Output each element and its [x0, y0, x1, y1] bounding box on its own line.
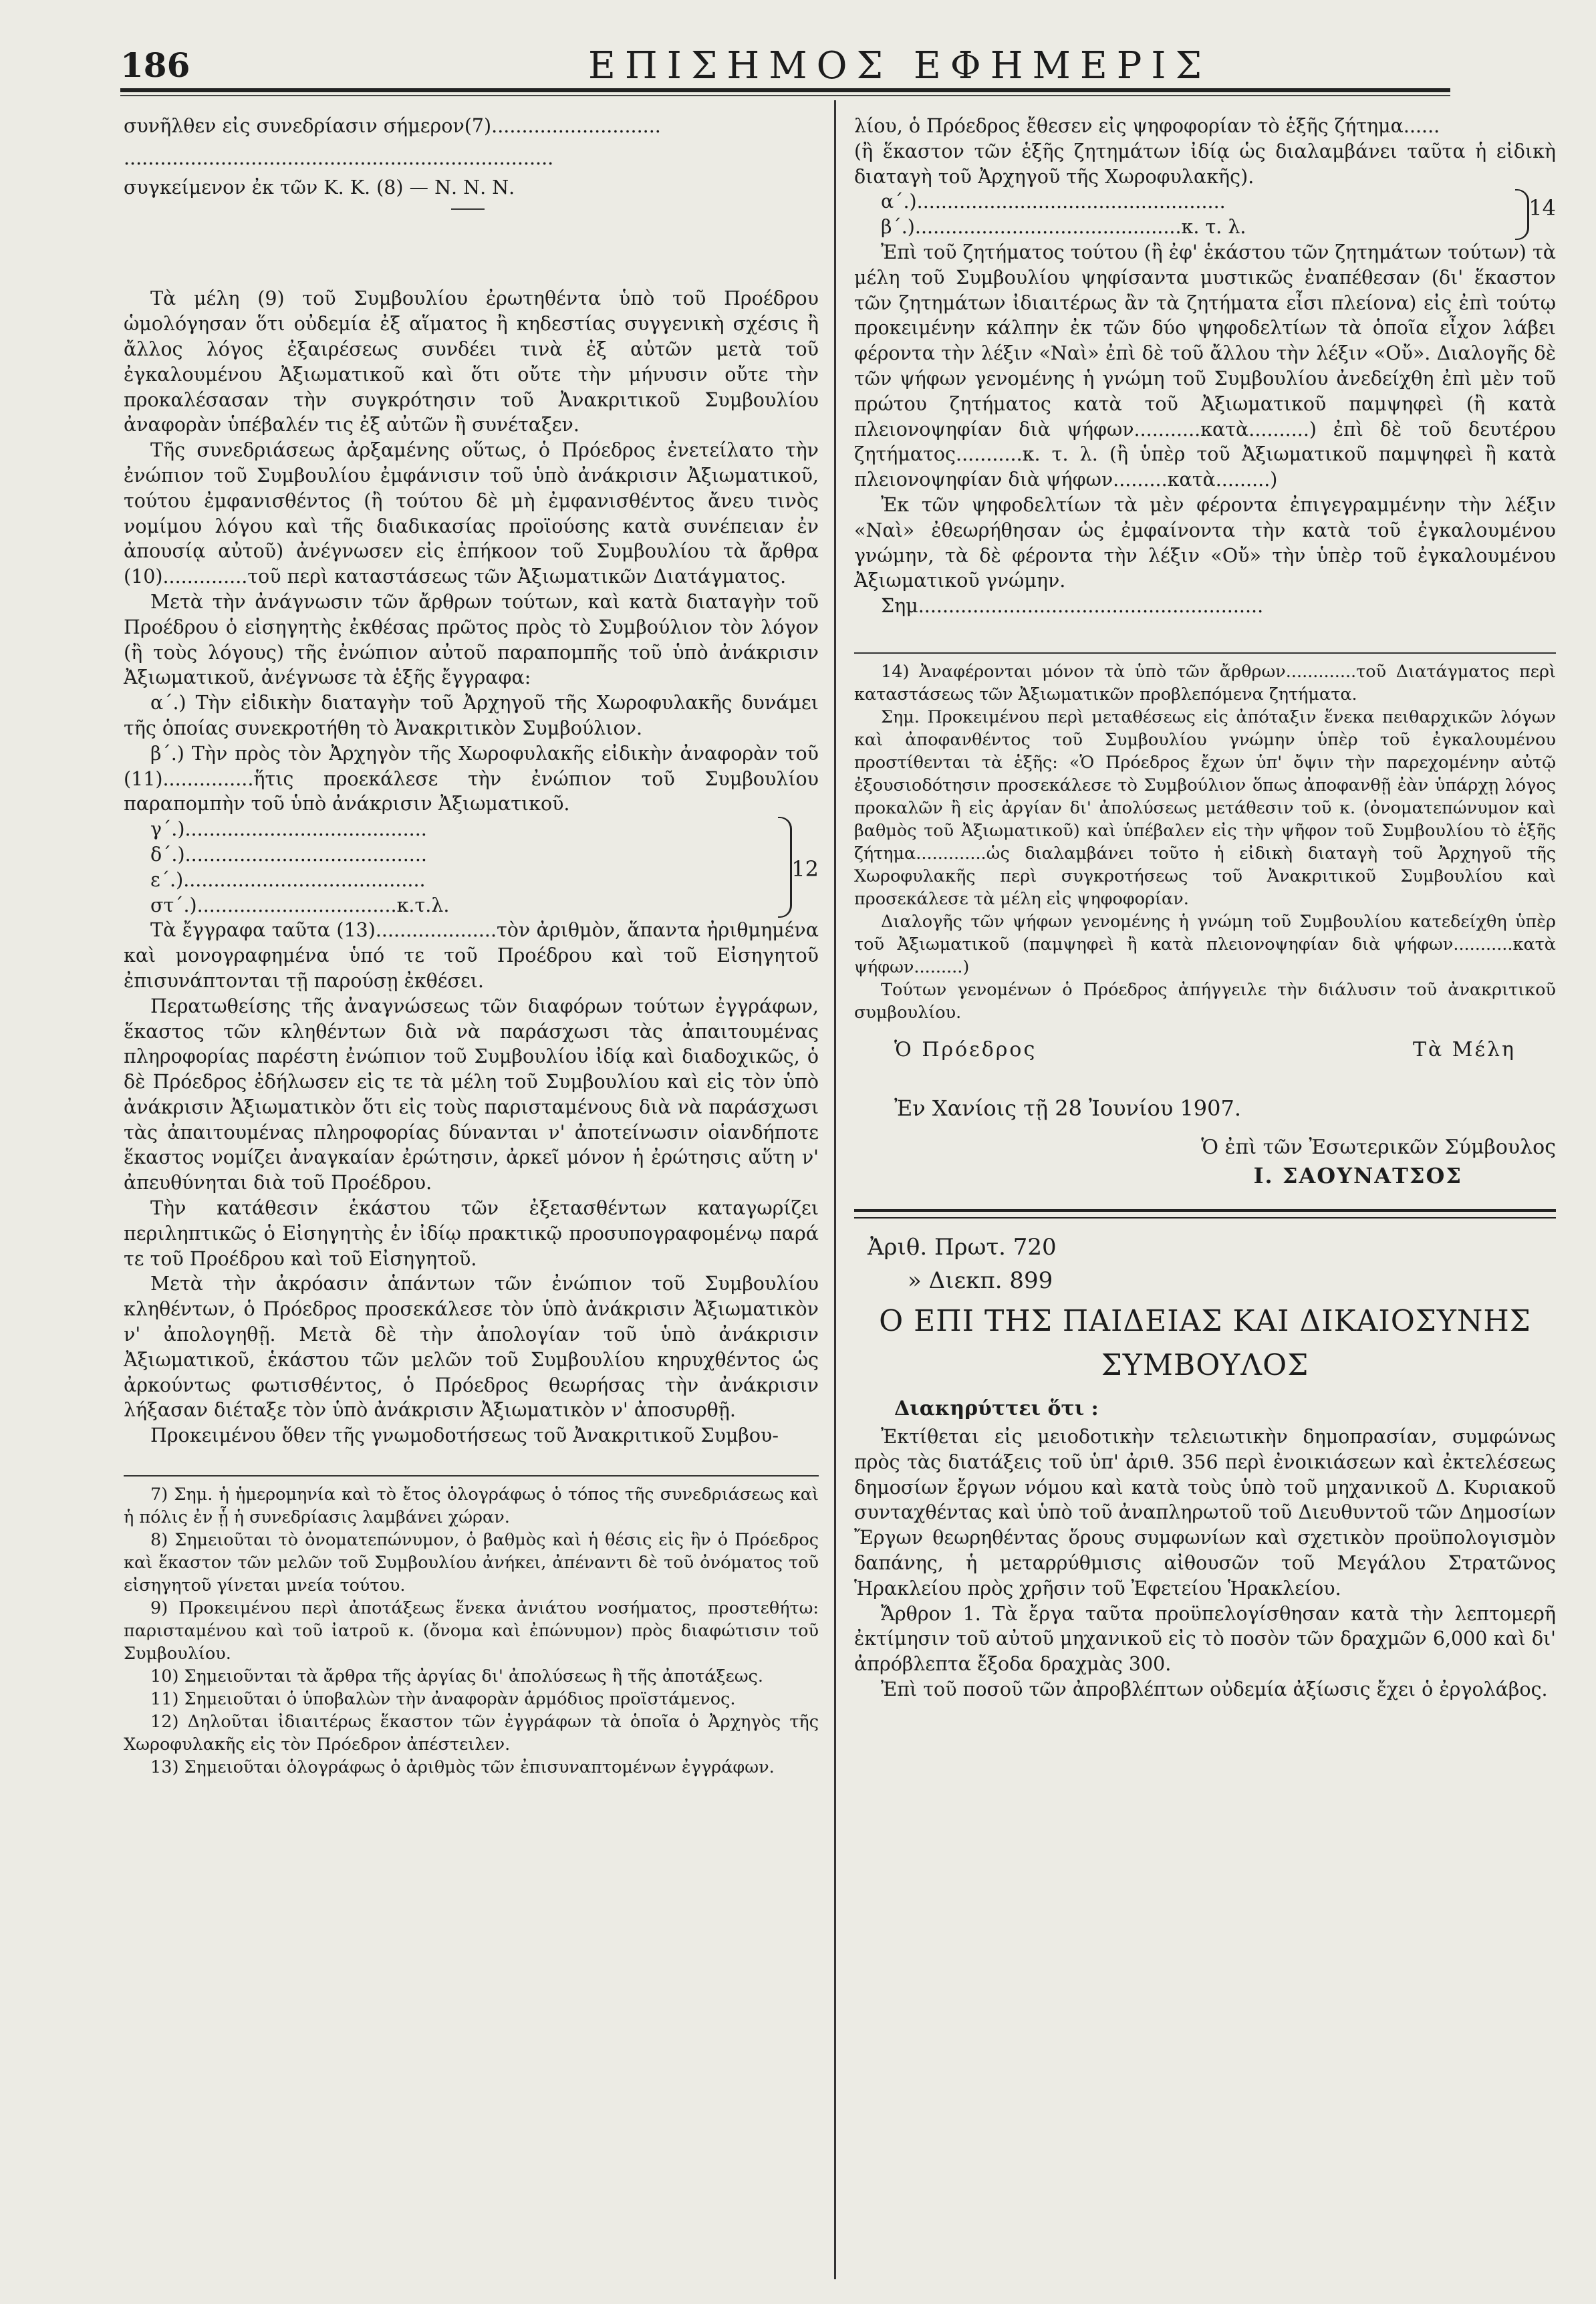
page-number: 186	[120, 45, 190, 85]
official-name: Ι. ΣΑΟΥΝΑΤΣΟΣ	[1253, 1163, 1462, 1189]
signature-row	[894, 1037, 1516, 1063]
footnote: 10) Σημειοῦνται τὰ ἄρθρα τῆς ἀργίας δι' ἀπολύσεως ἢ τῆς ἀποτάξεως.	[150, 1666, 764, 1687]
footnote-rule	[854, 652, 1556, 654]
left-line-1: συνῆλθεν εἰς συνεδρίασιν σήμερον(7)............................	[124, 115, 661, 137]
footnote-ref: 12	[791, 856, 819, 882]
footnote: 7) Σημ. ἡ ἡμερομηνία καὶ τὸ ἔτος ὁλογράφως ὁ τόπος τῆς συνεδριάσεως καὶ ἡ πόλις ἐν ᾗ ἡ συνεδρίασις λαμβάνει χώραν.	[124, 1485, 819, 1528]
header-rule	[120, 88, 1450, 92]
paragraph: Τὰ ἔγγραφα ταῦτα (13)....................τὸν ἀριθμὸν, ἅπαντα ἠριθμημένα καὶ μονογραφημένα ὑπό τε τοῦ Προέδρου καὶ τοῦ Εἰσηγητοῦ ἐπισυνάπτονται τῇ παρούσῃ ἐκθέσει.	[124, 919, 819, 992]
signature-president: Ὁ Πρόεδρος	[894, 1037, 1037, 1061]
paragraph: Τὰ μέλη (9) τοῦ Συμβουλίου ἐρωτηθέντα ὑπὸ τοῦ Προέδρου ὡμολόγησαν ὅτι οὐδεμία ἐξ αἵματος ἢ κηδεστίας συγγενικὴ σχέσις ἢ ἄλλος λόγος ἐξαιρέσεως συνδέει τινὰ ἐξ αὐτῶν μετὰ τοῦ ἐγκαλουμένου Ἀξιωματικοῦ καὶ ὅτι οὔτε τὴν μήνυσιν οὔτε τὴν προκαλέσασαν τὴν συγκρότησιν τοῦ Ἀνακριτικοῦ Συμβουλίου ἀναφορὰν ὑπέβαλέν τις ἐξ αὐτῶν ἢ συνέταξεν.	[124, 287, 819, 436]
footnote: 14) Ἀναφέρονται μόνον τὰ ὑπὸ τῶν ἄρθρων.............τοῦ Διατάγματος περὶ καταστάσεως τῶν Ἀξιωματικῶν προβλεπόμενα ζητήματα.	[854, 661, 1556, 705]
header-rule-thin	[120, 95, 1450, 96]
footnote: 13) Σημειοῦται ὁλογράφως ὁ ἀριθμὸς τῶν ἐπισυναπτομένων ἐγγράφων.	[150, 1757, 775, 1778]
footnote-ref: 14	[1528, 195, 1556, 221]
footnotes	[124, 1483, 819, 1779]
section-rule	[854, 1209, 1556, 1212]
paragraph: Τῆς συνεδριάσεως ἀρξαμένης οὕτως, ὁ Πρόεδρος ἐνετείλατο τὴν ἐνώπιον τοῦ Συμβουλίου ἐμφάνισιν τοῦ ὑπὸ ἀνάκρισιν Ἀξιωματικοῦ, τούτου ἐμφανισθέντος (ἢ τούτου δὲ μὴ ἐμφανισθέντος ἄνευ τινὸς νομίμου λόγου καὶ τῆς διαδικασίας προϊούσης κατὰ συνέπειαν ἐν ἀπουσίᾳ αὐτοῦ) ἀνέγνωσεν εἰς ἐπήκοον τοῦ Συμβουλίου τὰ ἄρθρα (10)..............τοῦ περὶ καταστάσεως τῶν Ἀξιωματικῶν Διατάγματος.	[124, 439, 819, 588]
protocol-number: Ἀριθ. Πρωτ. 720	[868, 1234, 1057, 1261]
question-list	[854, 189, 1556, 240]
footnote: 11) Σημειοῦται ὁ ὑποβαλὼν τὴν ἀναφορὰν ἁρμόδιος προϊστάμενος.	[150, 1689, 736, 1710]
footnote: Διαλογῆς τῶν ψήφων γενομένης ἡ γνώμη τοῦ Συμβουλίου κατεδείχθη ὑπὲρ τοῦ Ἀξιωματικοῦ (παμψηφεὶ ἢ κατὰ πλειονοψηφίαν διὰ ψήφων...........κατὰ ψήφων.........)	[854, 911, 1556, 977]
official-title: Ὁ ἐπὶ τῶν Ἐσωτερικῶν Σύμβουλος	[1201, 1135, 1556, 1159]
document-list	[124, 817, 819, 918]
date-line: Ἐν Χανίοις τῇ 28 Ἰουνίου 1907.	[894, 1095, 1242, 1121]
list-item: ε΄.)........................................	[150, 868, 426, 891]
paragraph: Ἐπὶ τοῦ ποσοῦ τῶν ἀπροβλέπτων οὐδεμία ἀξίωσις ἔχει ὁ ἐργολάβος.	[881, 1678, 1548, 1700]
list-item: στ΄.).................................κ.τ.λ.	[150, 894, 450, 916]
separator-mark	[451, 208, 485, 211]
announcement-heading-2: ΣΥΜΒΟΥΛΟΣ	[1101, 1348, 1309, 1383]
footnotes	[854, 660, 1556, 1024]
left-line-3: συγκείμενον ἐκ τῶν Κ. Κ. (8) — Ν. Ν. Ν.	[124, 176, 515, 199]
paragraph: λίου, ὁ Πρόεδρος ἔθεσεν εἰς ψηφοφορίαν τὸ ἑξῆς ζήτημα......	[854, 115, 1440, 137]
paragraph: Ἄρθρον 1. Τὰ ἔργα ταῦτα προϋπελογίσθησαν κατὰ τὴν λεπτομερῆ ἐκτίμησιν τοῦ αὐτοῦ μηχανικοῦ εἰς τὸ ποσὸν τῶν δραχμῶν 6,000 καὶ δι' ἀπρόβλεπτα ἔξοδα δραχμὰς 300.	[854, 1602, 1556, 1676]
section-rule-thin	[854, 1217, 1556, 1219]
footnote: Σημ. Προκειμένου περὶ μεταθέσεως εἰς ἀπόταξιν ἕνεκα πειθαρχικῶν λόγων καὶ ἀποφανθέντος τοῦ Συμβουλίου γνώμην ὑπὲρ τοῦ ἐγκαλουμένου προστίθενται τὰ ἑξῆς: «Ὁ Πρόεδρος ἔχων ὑπ' ὄψιν τὴν παρεχομένην αὐτῷ ἐξουσιοδότησιν προσεκάλεσε τὸ Συμβούλιον ὅπως ἀποφανθῇ ἐὰν ὑπάρχῃ λόγος προκαλῶν ἢ εἰς ἀργίαν δι' ἀπολύσεως μετάθεσιν τοῦ κ. (ὀνοματεπώνυμον καὶ βαθμὸς τοῦ Ἀξιωματικοῦ) καὶ ὑπέβαλεν εἰς τὴν ψῆφον τοῦ Συμβουλίου τὸ ἑξῆς ζήτημα.............ὡς διαλαμβάνει τοῦτο ἡ εἰδικὴ διαταγὴ τοῦ Ἀρχηγοῦ τῆς Χωροφυλακῆς περὶ συγκροτήσεως τοῦ Ἀνακριτικοῦ Συμβουλίου καὶ προσεκάλεσε τὰ μέλη εἰς ψηφοφορίαν.	[854, 707, 1556, 909]
left-line-2: .......................................................................	[124, 146, 554, 169]
paragraph: (ἢ ἕκαστον τῶν ἑξῆς ζητημάτων ἰδίᾳ ὡς διαλαμβάνει ταῦτα ἡ εἰδικὴ διαταγὴ τοῦ Ἀρχηγοῦ τῆς Χωροφυλακῆς).	[854, 140, 1556, 188]
brace-mark	[778, 817, 792, 918]
right-column	[854, 114, 1556, 1702]
newspaper-title: ΕΠΙΣΗΜΟΣ ΕΦΗΜΕΡΙΣ	[588, 44, 1212, 88]
dispatch-number: » Διεκπ. 899	[908, 1267, 1053, 1295]
column-divider	[834, 100, 836, 2279]
list-item: δ΄.)........................................	[150, 843, 427, 866]
footnote: 12) Δηλοῦται ἰδιαιτέρως ἕκαστον τῶν ἐγγράφων τὰ ὁποῖα ὁ Ἀρχηγὸς τῆς Χωροφυλακῆς εἰς τὸν Πρόεδρον ἀπέστειλεν.	[124, 1712, 819, 1755]
paragraph: Τὴν κατάθεσιν ἑκάστου τῶν ἐξετασθέντων καταγωρίζει περιληπτικῶς ὁ Εἰσηγητὴς ἐν ἰδίῳ πρακτικῷ προσυπογραφομένῳ παρά τε τοῦ Προέδρου καὶ τοῦ Εἰσηγητοῦ.	[124, 1197, 819, 1270]
brace-mark	[1515, 189, 1529, 240]
paragraph: α΄.) Τὴν εἰδικὴν διαταγὴν τοῦ Ἀρχηγοῦ τῆς Χωροφυλακῆς δυνάμει τῆς ὁποίας συνεκροτήθη τὸ Ἀνακριτικὸν Συμβούλιον.	[124, 692, 819, 739]
list-item: β΄.)............................................κ. τ. λ.	[881, 216, 1246, 239]
paragraph: Περατωθείσης τῆς ἀναγνώσεως τῶν διαφόρων τούτων ἐγγράφων, ἕκαστος τῶν κληθέντων διὰ νὰ παράσχωσι τὰς ἀπαιτουμένας πληροφορίας παρέστη ἐνώπιον τοῦ Συμβουλίου ἰδίᾳ καὶ διαδοχικῶς, ὁ δὲ Πρόεδρος ἐδήλωσεν εἰς τε τὰ μέλη τοῦ Συμβουλίου καὶ εἰς τὸν ὑπὸ ἀνάκρισιν Ἀξιωματικὸν ὅτι εἰς τοὺς παρισταμένους διὰ νὰ παράσχωσι τὰς ἀπαιτουμένας πληροφορίας δύνανται ν' ἀποτείνωσιν οἱανδήποτε ἕκαστος νομίζει ἀναγκαίαν ἐρώτησιν, ἀρκεῖ μόνον ἡ ἐρώτησις αὕτη ν' ἀπευθύνηται διὰ τοῦ Προέδρου.	[124, 995, 819, 1194]
paragraph: Σημ.........................................................	[881, 595, 1264, 618]
paragraph: Μετὰ τὴν ἀκρόασιν ἁπάντων τῶν ἐνώπιον τοῦ Συμβουλίου κληθέντων, ὁ Πρόεδρος προσεκάλεσε τὸν ὑπὸ ἀνάκρισιν Ἀξιωματικὸν ν' ἀπολογηθῇ. Μετὰ δὲ τὴν ἀπολογίαν τοῦ ὑπὸ ἀνάκρισιν Ἀξιωματικοῦ, ἑκάστου τῶν μελῶν τοῦ Συμβουλίου κηρυχθέντος ὡς ἀρκούντως φωτισθέντος, ὁ Πρόεδρος θεωρήσας τὴν ἀνάκρισιν λήξασαν διέταξε τὸν ὑπὸ ἀνάκρισιν Ἀξιωματικὸν ν' ἀποσυρθῇ.	[124, 1273, 819, 1422]
left-column	[124, 114, 819, 1779]
page-header	[120, 40, 1450, 94]
paragraph: Ἐκ τῶν ψηφοδελτίων τὰ μὲν φέροντα ἐπιγεγραμμένην τὴν λέξιν «Ναὶ» ἐθεωρήθησαν ὡς ἐμφαίνοντα τὴν κατὰ τοῦ ἐγκαλουμένου γνώμην, τὰ δὲ φέροντα τὴν λέξιν «Οὔ» τὴν ὑπὲρ τοῦ ἐγκαλουμένου Ἀξιωματικοῦ γνώμην.	[854, 493, 1556, 592]
footnote-rule	[124, 1475, 819, 1477]
list-item: α΄.)...................................................	[881, 190, 1226, 213]
paragraph: Ἐπὶ τοῦ ζητήματος τούτου (ἢ ἐφ' ἑκάστου τῶν ζητημάτων τούτων) τὰ μέλη τοῦ Συμβουλίου ψηφίσαντα μυστικῶς ἐναπέθεσαν (δι' ἕκαστον τῶν ζητημάτων ἰδιαιτέρως ἂν τὰ ζητήματα εἶσι πλείονα) εἰς ἐπὶ τούτῳ προκειμένην κάλπην ἐκ τῶν δύο ψηφοδελτίων τὰ ὁποῖα εἶχον λάβει φέροντα τὴν λέξιν «Ναὶ» ἐπὶ δὲ τοῦ ἄλλου τὴν λέξιν «Οὔ». Διαλογῆς δὲ τῶν ψήφων γενομένης ἡ γνώμη τοῦ Συμβουλίου ἀνεδείχθη ἐπὶ μὲν τοῦ πρώτου ζητήματος κατὰ τοῦ Ἀξιωματικοῦ παμψηφεὶ (ἢ κατὰ πλειονοψηφίαν διὰ ψήφων...........κατὰ..........) ἐπὶ δὲ τοῦ δευτέρου ζητήματος...........κ. τ. λ. (ἢ ὑπὲρ τοῦ Ἀξιωματικοῦ παμψηφεὶ ἢ κατὰ πλειονοψηφίαν διὰ ψήφων.........κατὰ.........)	[854, 241, 1556, 491]
footnote: 8) Σημειοῦται τὸ ὀνοματεπώνυμον, ὁ βαθμὸς καὶ ἡ θέσις εἰς ἣν ὁ Πρόεδρος καὶ ἕκαστον τῶν μελῶν τοῦ Συμβουλίου ἀνήκει, ἀπέναντι δὲ τοῦ ὀνόματος τοῦ εἰσηγητοῦ γίνεται μνεία τούτου.	[124, 1530, 819, 1596]
signature-members: Τὰ Μέλη	[1412, 1037, 1516, 1061]
paragraph: Προκειμένου ὅθεν τῆς γνωμοδοτήσεως τοῦ Ἀνακριτικοῦ Συμβου-	[150, 1424, 779, 1447]
footnote: 9) Προκειμένου περὶ ἀποτάξεως ἕνεκα ἀνιάτου νοσήματος, προστεθήτω: παρισταμένου καὶ τοῦ ἰατροῦ κ. (ὄνομα καὶ ἐπώνυμον) πρὸς διαφώτισιν τοῦ Συμβουλίου.	[124, 1598, 819, 1664]
list-item: γ΄.)........................................	[150, 818, 427, 841]
announcement-heading: Ο ΕΠΙ ΤΗΣ ΠΑΙΔΕΙΑΣ ΚΑΙ ΔΙΚΑΙΟΣΥΝΗΣ	[879, 1304, 1531, 1339]
paragraph: Ἐκτίθεται εἰς μειοδοτικὴν τελειωτικὴν δημοπρασίαν, συμφώνως πρὸς τὰς διατάξεις τοῦ ὑπ' ἀριθ. 356 περὶ ἐνοικιάσεων καὶ ἐκτελέσεως δημοσίων ἔργων νόμου καὶ κατὰ τοὺς ὑπὸ τοῦ μηχανικοῦ Δ. Κυριακοῦ συνταχθέντας καὶ ὑπὸ τοῦ ἀναπληρωτοῦ τοῦ Διευθυντοῦ τῶν Δημοσίων Ἔργων θεωρηθέντας ὅρους συμφωνίων καὶ σχετικὸν προϋπολογισμὸν δαπάνης, ἡ μεταρρύθμισις αἰθουσῶν τοῦ Μεγάλου Στρατῶνος Ἡρακλείου πρὸς χρῆσιν τοῦ Ἐφετείου Ἡρακλείου.	[854, 1425, 1556, 1599]
paragraph: Μετὰ τὴν ἀνάγνωσιν τῶν ἄρθρων τούτων, καὶ κατὰ διαταγὴν τοῦ Προέδρου ὁ εἰσηγητὴς ἐκθέσας πρῶτος πρὸς τὸ Συμβούλιον τὸν λόγον (ἢ τοὺς λόγους) τῆς ἐνώπιον αὐτοῦ παραπομπῆς τοῦ ὑπὸ ἀνάκρισιν Ἀξιωματικοῦ, ἀνέγνωσε τὰ ἑξῆς ἔγγραφα:	[124, 590, 819, 689]
footnote: Τούτων γενομένων ὁ Πρόεδρος ἀπήγγειλε τὴν διάλυσιν τοῦ ἀνακριτικοῦ συμβουλίου.	[854, 979, 1556, 1023]
paragraph: β΄.) Τὴν πρὸς τὸν Ἀρχηγὸν τῆς Χωροφυλακῆς εἰδικὴν ἀναφορὰν τοῦ (11)...............ἥτις προεκάλεσε τὴν ἐνώπιον τοῦ Συμβουλίου παραπομπὴν τοῦ ὑπὸ ἀνάκρισιν Ἀξιωματικοῦ.	[124, 742, 819, 815]
announcement-subheading: Διακηρύττει ὅτι :	[894, 1397, 1099, 1421]
